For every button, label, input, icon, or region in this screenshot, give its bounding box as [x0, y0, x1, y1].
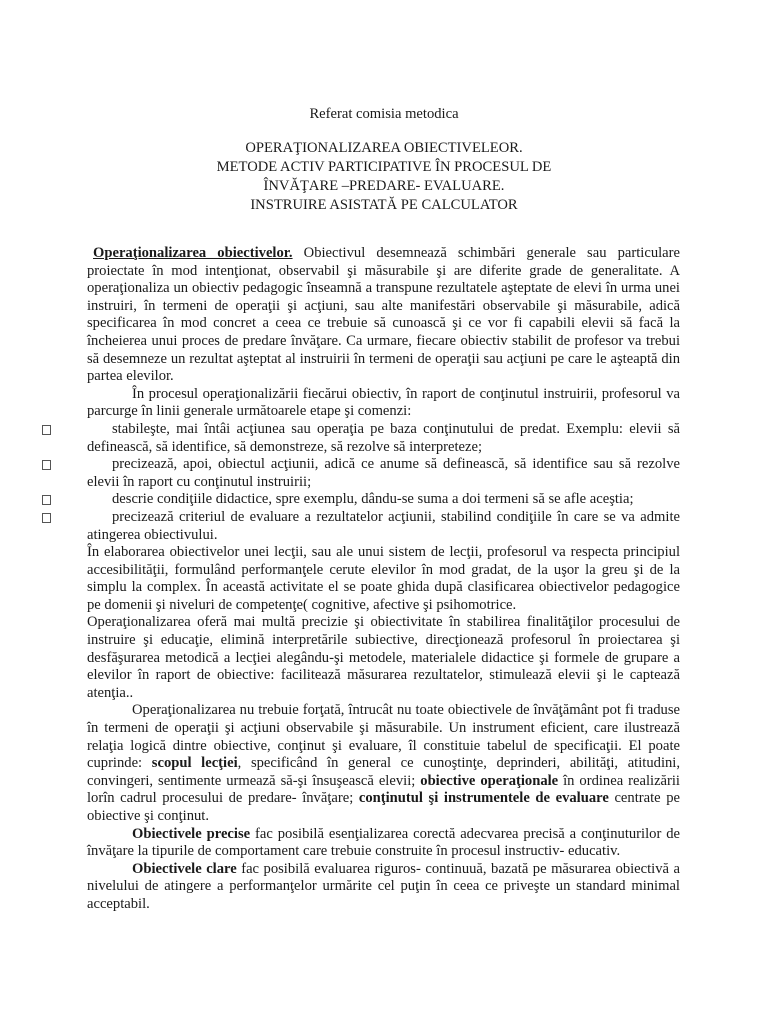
list-item	[87, 491, 680, 509]
list-item	[87, 421, 680, 456]
list-item-text: descrie condiţiile didactice, spre exemplu, dându-se suma a doi termeni să se afle aceştia;	[112, 491, 634, 508]
paragraph-precise-objectives: Obiectivele precise fac posibilă esenţializarea corectă adecvarea precisă a conţinuturilor de învăţare la tipurile de comportament care trebuie construite în procesul instructiv- educativ.	[87, 825, 680, 860]
paragraph-intro	[87, 245, 680, 386]
steps-list	[87, 421, 680, 544]
bullet-box-icon	[42, 495, 51, 505]
list-item-text: stabileşte, mai întâi acţiunea sau operaţia pe baza conţinutului de predat. Exemplu: elevii să definească, să identifice, să demonstreze, să rezolve să interpreteze;	[87, 420, 680, 455]
list-item	[87, 509, 680, 544]
bullet-box-icon	[42, 513, 51, 523]
paragraph-text: Obiectivul desemnează schimbări generale sau particulare proiectate în mod intenţionat, observabil şi măsurabile şi are diferite grade de generalitate. A operaţionaliza un obiectiv pedagogic înseamnă a transpune rezultatele aşteptate de elevi în urma unei instruiri, în termeni de operaţii şi acţiuni, sau alte manifestări observabile şi măsurabile, adică specificarea în mod concret a ceea ce trebuie să cunoască şi ce vor fi capabili elevii să facă la încheierea unui proces de predare învăţare. Ca urmare, fiecare obiectiv stabilit de profesor va trebui să desemneze un rezultat aşteptat al instruirii în termeni de operaţii sau acţiuni pe care le aşteaptă din partea elevilor.	[87, 245, 680, 385]
bold-term: scopul lecţiei	[151, 755, 238, 772]
paragraph-benefits: Operaţionalizarea oferă mai multă precizie şi obiectivitate în stabilirea finalităţilor procesului de instruire şi educaţie, elimină interpretările subiective, direcţionează profesorul în proiectarea şi desfăşurarea metodică a lecţiei alegându-şi metodele, materialele didactice şi formele de grupare a elevilor în raport de obiective: facilitează măsurarea rezultatelor, stimulează elevii şi le captează atenţia..	[87, 614, 680, 701]
paragraph-elaboration: În elaborarea obiectivelor unei lecţii, sau ale unui sistem de lecţii, profesorul va respecta principiul accesibilităţii, formulând performanţele cerute elevilor în mod gradat, de la uşor la greu şi de la simplu la complex. În această activitate el se poate ghida după clasificarea obiectivelor pedagogice pe domenii şi niveluri de competenţe( cognitive, afective şi psihomotrice.	[87, 544, 680, 613]
subtitle-line: OPERAŢIONALIZAREA OBIECTIVELEOR.	[245, 140, 523, 156]
document-title: Referat comisia metodica	[309, 106, 459, 122]
subtitle-line: ÎNVĂŢARE –PREDARE- EVALUARE.	[263, 178, 505, 194]
list-item	[87, 456, 680, 491]
document-subtitle	[0, 138, 768, 214]
paragraph-clear-objectives: Obiectivele clare fac posibilă evaluarea riguros- continuuă, bazată pe măsurarea obiectivă a nivelului de atingere a performanţelor urmărite cel puţin în ceea ce priveşte un standard minimal acceptabil.	[87, 860, 680, 912]
subtitle-line: INSTRUIRE ASISTATĂ PE CALCULATOR	[250, 197, 518, 213]
bold-term: conţinutul şi instrumentele de evaluare	[358, 790, 609, 807]
bullet-box-icon	[42, 425, 51, 435]
bold-term: Obiectivele precise	[132, 825, 251, 842]
bullet-box-icon	[42, 460, 51, 470]
list-item-text: precizează criteriul de evaluare a rezultatelor acţiunii, stabilind condiţiile în care se va admite atingerea obiectivului.	[87, 508, 680, 543]
paragraph-steps-intro: În procesul operaţionalizării fiecărui obiectiv, în raport de conţinutul instruirii, profesorul va parcurge în linii generale următoarele etape şi comenzi:	[87, 385, 680, 420]
paragraph-specification-table: Operaţionalizarea nu trebuie forţată, întrucât nu toate obiectivele de învăţământ pot fi traduse în termeni de operaţii şi acţiuni observabile şi măsurabile. Un instrument eficient, care ilustrează relaţia logică dintre obiective, conţinut şi evaluare, îl constituie tabelul de specificaţii. El poate cuprinde: scopul lecţiei, specificând în general ce cunoştinţe, deprinderi, abilităţi, atitudini, convingeri, sentimente urmează să-şi însuşească elevii; obiective operaţionale în ordinea realizării lorîn cadrul procesului de predare- învăţare; conţinutul şi instrumentele de evaluare centrate pe obiective şi conţinut.	[87, 702, 680, 824]
section-heading: Operaţionalizarea obiectivelor.	[93, 245, 293, 261]
document-body	[87, 245, 680, 914]
subtitle-line: METODE ACTIV PARTICIPATIVE ÎN PROCESUL DE	[216, 159, 552, 175]
bold-term: Obiectivele clare	[132, 860, 237, 877]
list-item-text: precizează, apoi, obiectul acţiunii, adică ce anume să definească, să identifice sau să rezolve elevii în raport cu conţinutul instruirii;	[87, 456, 680, 490]
bold-term: obiective operaţionale	[420, 772, 559, 789]
